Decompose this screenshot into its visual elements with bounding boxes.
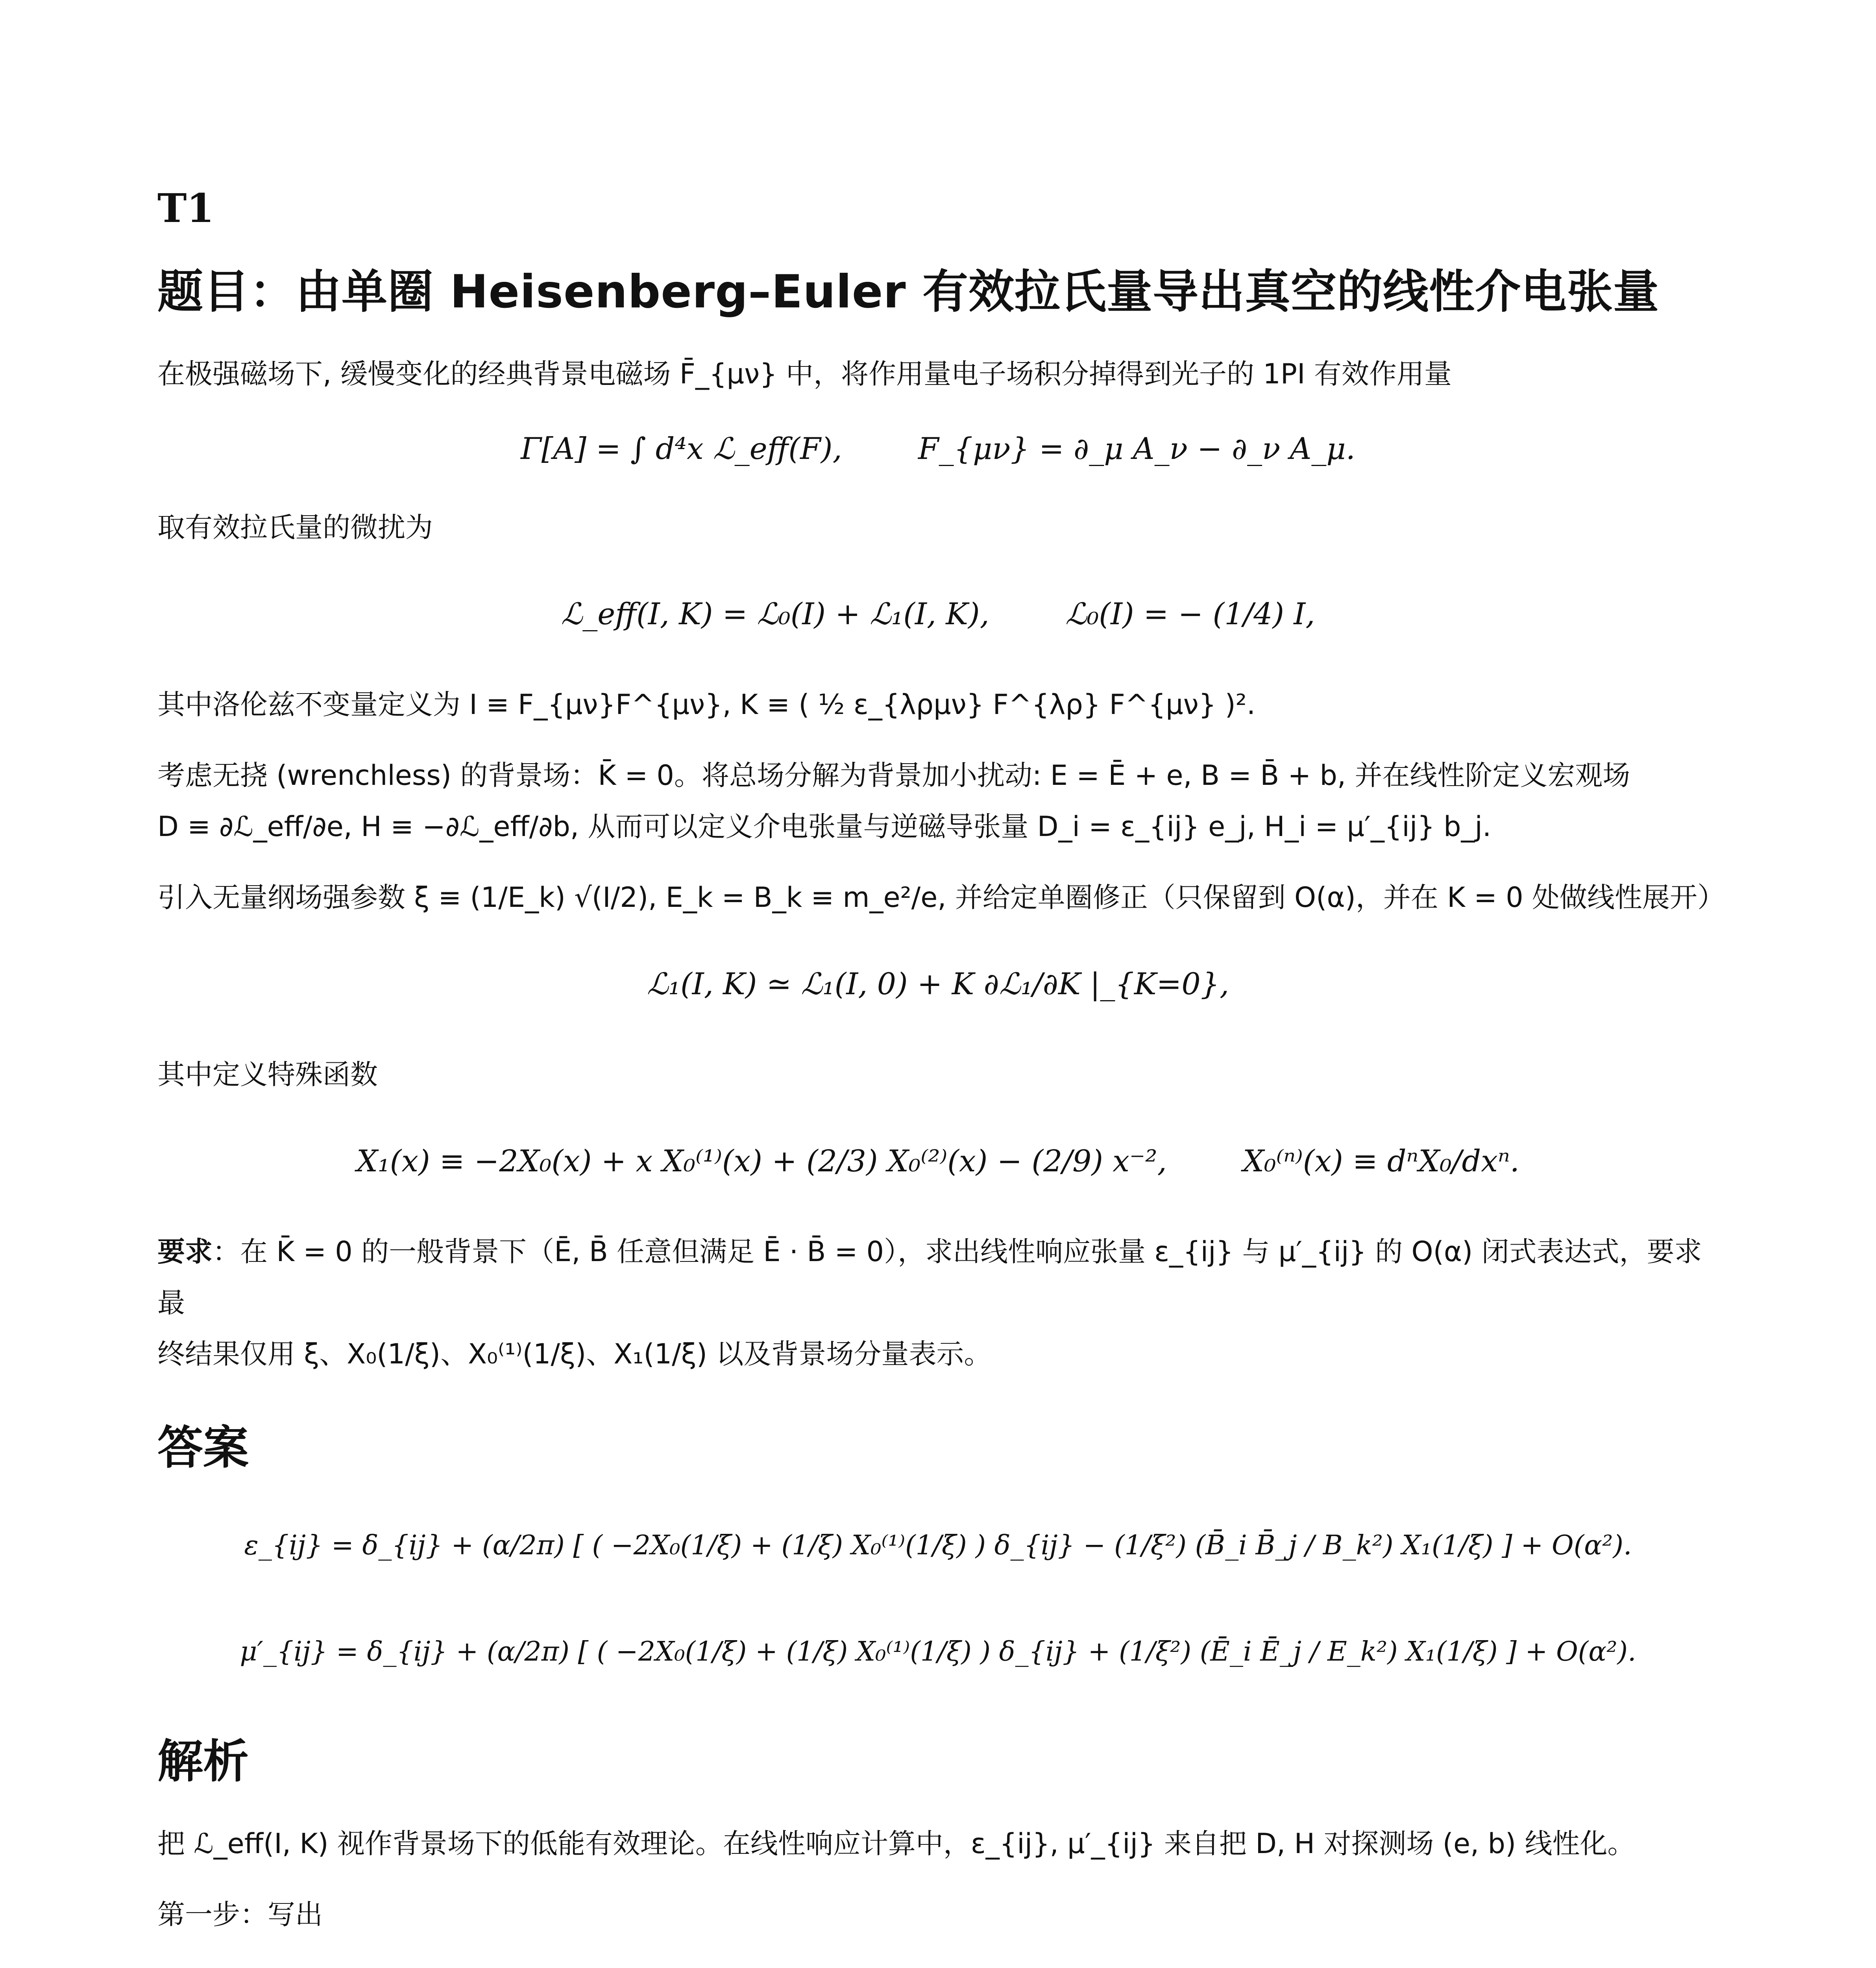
requirement-text-line2: 终结果仅用 ξ、X₀(1/ξ)、X₀⁽¹⁾(1/ξ)、X₁(1/ξ) 以及背景场分量表示。 bbox=[157, 1338, 992, 1370]
solution-step1: 第一步：写出 bbox=[157, 1898, 323, 1931]
problem-tag: T1 bbox=[157, 185, 214, 231]
requirement-paragraph bbox=[157, 1226, 1719, 1328]
problem-title: 题目：由单圈 Heisenberg–Euler 有效拉氏量导出真空的线性介电张量 bbox=[157, 265, 1660, 318]
equation-lagrangian-split: ℒ_eff(I, K) = ℒ₀(I) + ℒ₁(I, K), ℒ₀(I) = − (1/4) I, bbox=[561, 596, 1315, 631]
equation-special-function: X₁(x) ≡ −2X₀(x) + x X₀⁽¹⁾(x) + (2/3) X₀⁽²⁾(x) − (2/9) x⁻², X₀⁽ⁿ⁾(x) ≡ dⁿX₀/dxⁿ. bbox=[357, 1143, 1519, 1178]
equation-D-field bbox=[157, 1960, 1719, 1968]
equation-one-loop-expansion: ℒ₁(I, K) ≃ ℒ₁(I, 0) + K ∂ℒ₁/∂K |_{K=0}, bbox=[647, 966, 1229, 1001]
intro-paragraph: 在极强磁场下, 缓慢变化的经典背景电磁场 F̄_{μν} 中，将作用量电子场积分掉得到光子的 1PI 有效作用量 bbox=[157, 358, 1452, 390]
solution-heading: 解析 bbox=[157, 1735, 249, 1788]
special-function-paragraph: 其中定义特殊函数 bbox=[157, 1058, 378, 1091]
background-paragraph-line1: 考虑无挠 (wrenchless) 的背景场：K̄ = 0。将总场分解为背景加小扰动: E = Ē + e, B = B̄ + b, 并在线性阶定义宏观场 bbox=[157, 759, 1630, 792]
requirement-label: 要求 bbox=[157, 1236, 213, 1268]
answer-epsilon-equation: ε_{ij} = δ_{ij} + (α/2π) [ ( −2X₀(1/ξ) + (1/ξ) X₀⁽¹⁾(1/ξ) ) δ_{ij} − (1/ξ²) (B̄_i B̄_j / B_k²) X₁(1/ξ) ] + O(α²). bbox=[244, 1530, 1632, 1561]
background-paragraph-line2: D ≡ ∂ℒ_eff/∂e, H ≡ −∂ℒ_eff/∂b, 从而可以定义介电张量与逆磁导张量 D_i = ε_{ij} e_j, H_i = μ′_{ij} b_j. bbox=[157, 810, 1492, 843]
requirement-text-line1: ：在 K̄ = 0 的一般背景下（Ē, B̄ 任意但满足 Ē · B̄ = 0），求出线性响应张量 ε_{ij} 与 μ′_{ij} 的 O(α) 闭式表达式，要求最 bbox=[157, 1236, 1702, 1319]
invariants-paragraph: 其中洛伦兹不变量定义为 I ≡ F_{μν}F^{μν}, K ≡ ( ½ ε_{λρμν} F^{λρ} F^{μν} )². bbox=[157, 688, 1256, 721]
answer-heading: 答案 bbox=[157, 1421, 249, 1474]
equation-effective-action: Γ[A] = ∫ d⁴x ℒ_eff(F), F_{μν} = ∂_μ A_ν − ∂_ν A_μ. bbox=[521, 431, 1355, 466]
xi-definition-paragraph: 引入无量纲场强参数 ξ ≡ (1/E_k) √(I/2), E_k = B_k ≡ m_e²/e, 并给定单圈修正（只保留到 O(α)，并在 K = 0 处做线性展开） bbox=[157, 881, 1725, 914]
solution-intro: 把 ℒ_eff(I, K) 视作背景场下的低能有效理论。在线性响应计算中，ε_{ij}, μ′_{ij} 来自把 D, H 对探测场 (e, b) 线性化。 bbox=[157, 1827, 1635, 1860]
answer-mu-equation: μ′_{ij} = δ_{ij} + (α/2π) [ ( −2X₀(1/ξ) + (1/ξ) X₀⁽¹⁾(1/ξ) ) δ_{ij} + (1/ξ²) (Ē_i Ē_j / E_k²) X₁(1/ξ) ] + O(α²). bbox=[240, 1636, 1636, 1667]
perturbation-paragraph: 取有效拉氏量的微扰为 bbox=[157, 511, 433, 544]
